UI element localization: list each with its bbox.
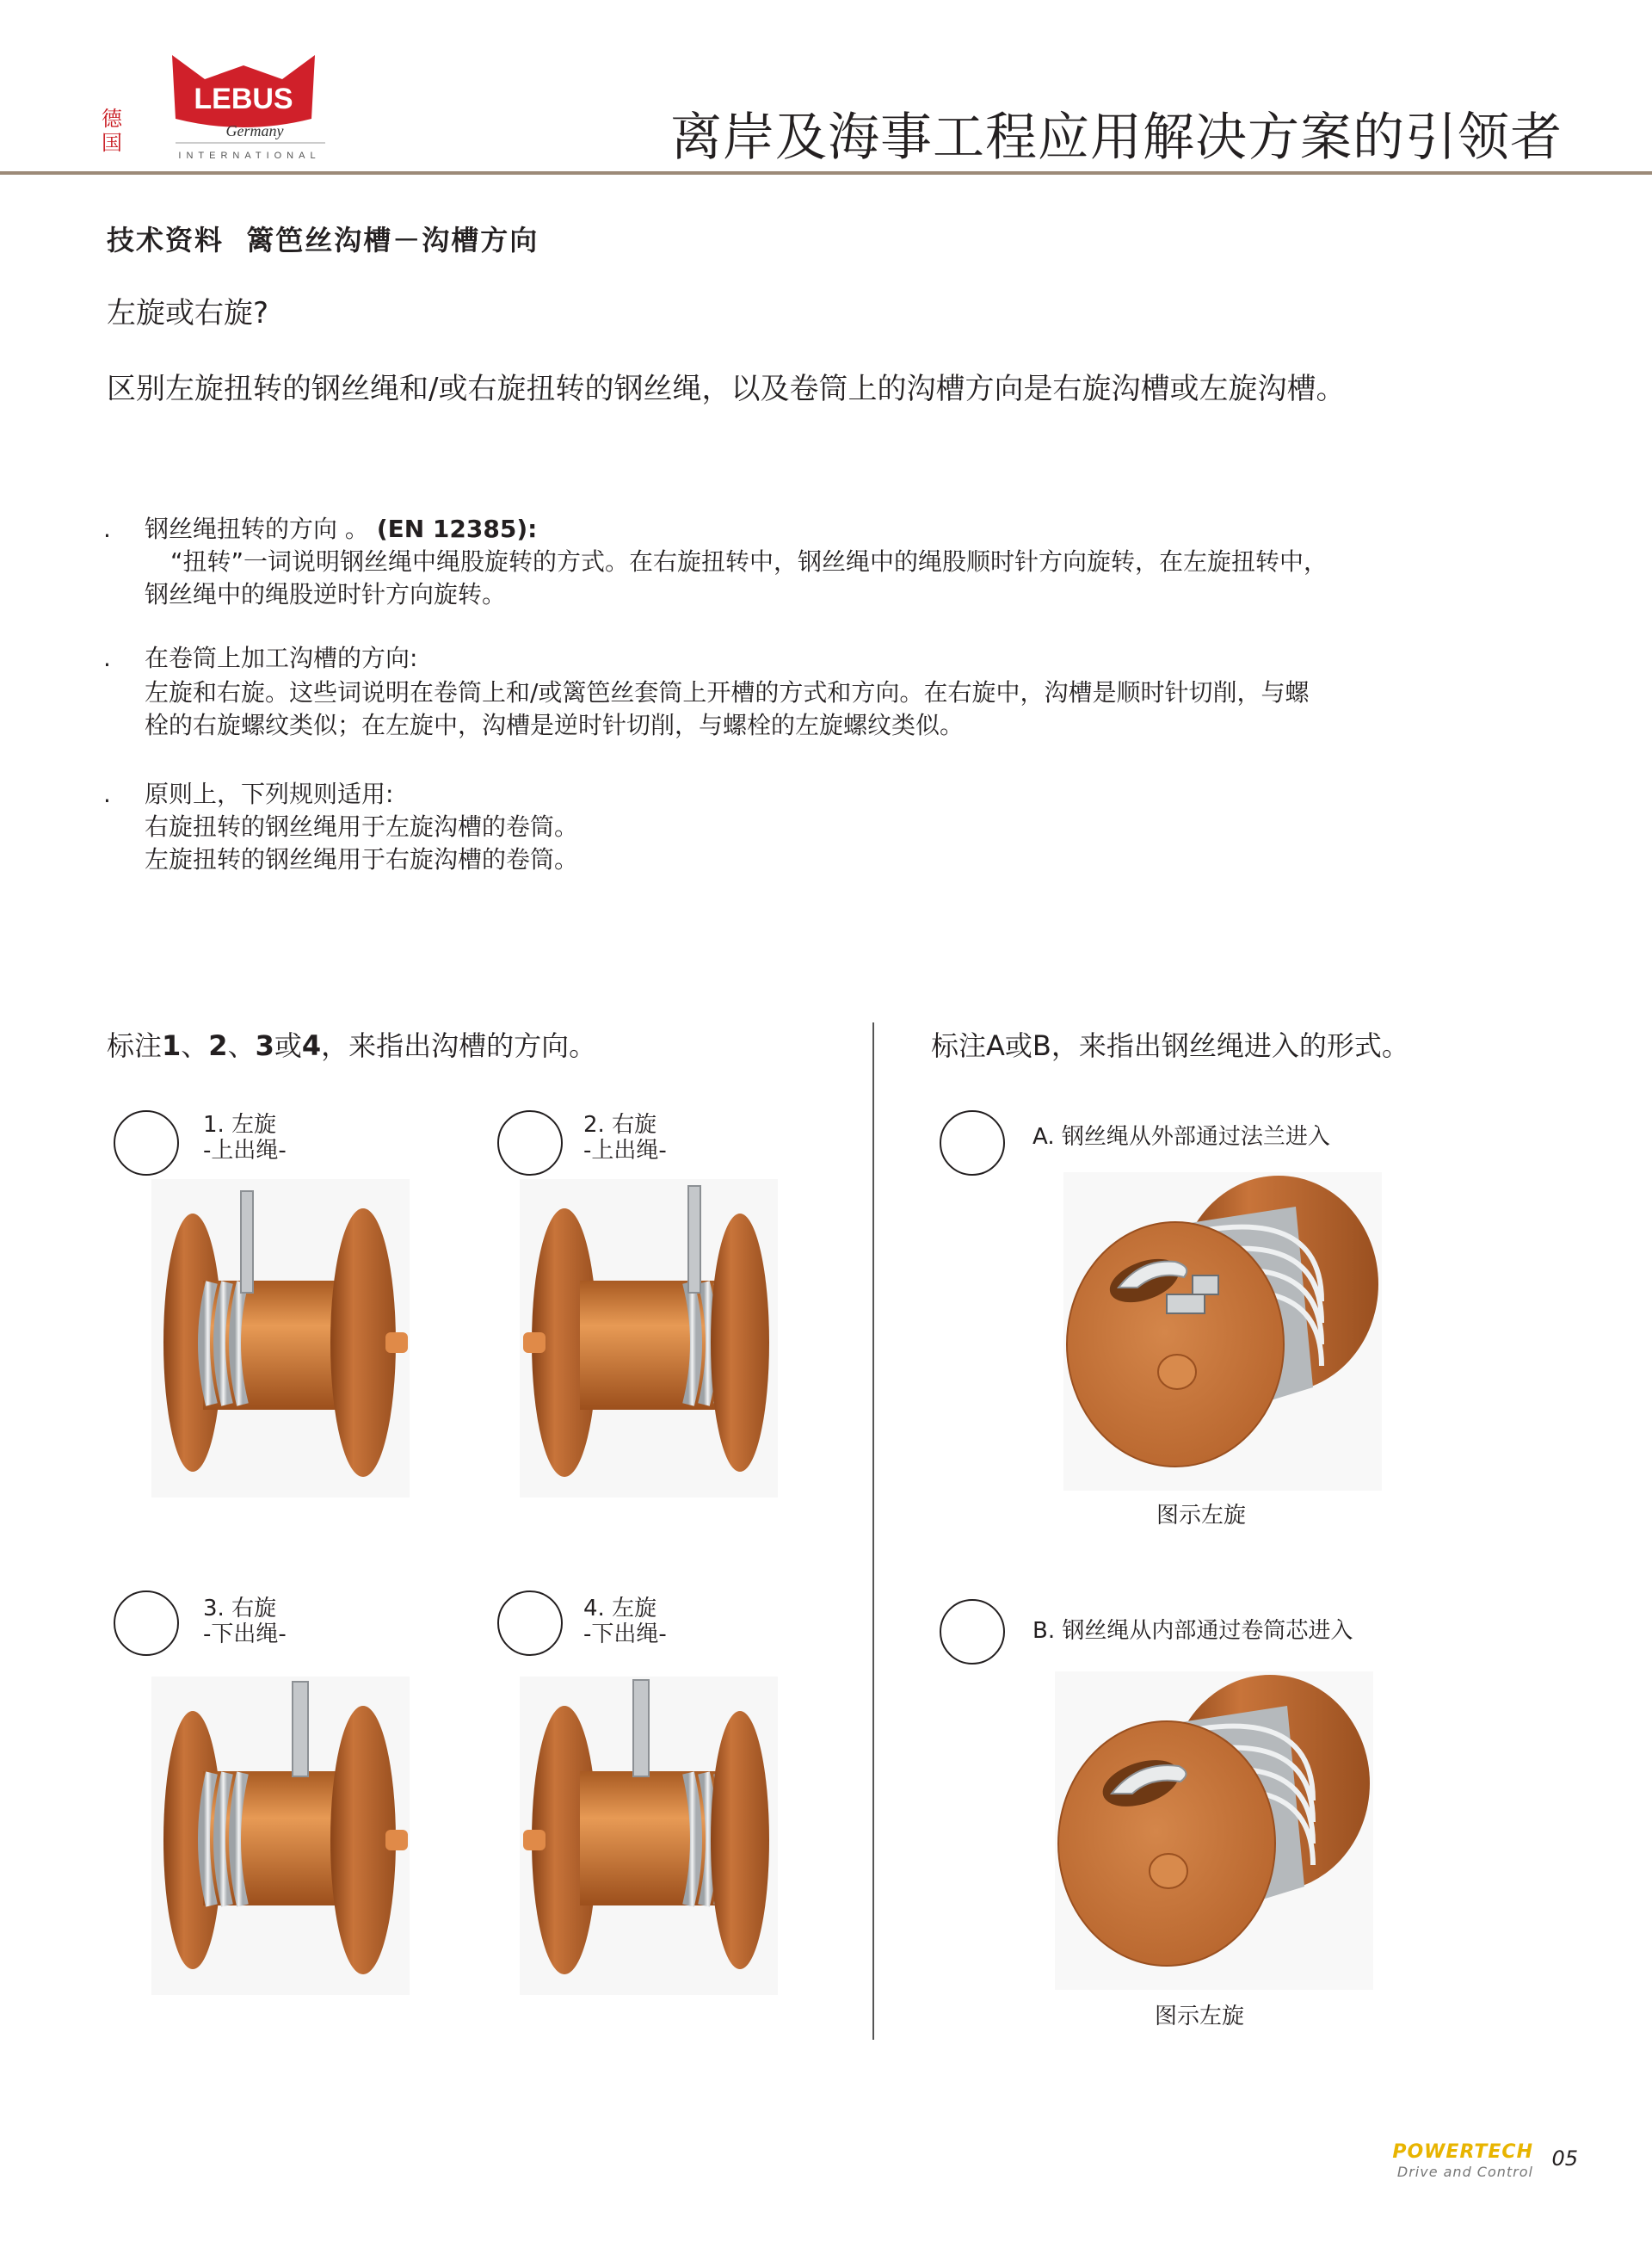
logo-script: Germany — [225, 122, 284, 139]
q-text: 或 — [274, 1029, 302, 1062]
q-sep: 、 — [181, 1029, 209, 1062]
section-title: 技术资料 篱笆丝沟槽－沟槽方向 — [107, 224, 539, 256]
option-4-label — [583, 1596, 667, 1647]
bullet-rope-direction — [103, 513, 1480, 611]
page-number: 05 — [1551, 2146, 1578, 2171]
bullet-rule — [103, 778, 1480, 876]
country-label: 德国 — [102, 107, 122, 155]
drum-illustration-2 — [520, 1179, 778, 1498]
option-title: 4. 左旋 — [583, 1596, 657, 1621]
bullet-marker: . — [103, 644, 111, 672]
q-num: 1 — [162, 1029, 182, 1062]
footer-tagline: Drive and Control — [1396, 2164, 1533, 2180]
option-sub: -上出绳- — [583, 1138, 667, 1164]
q-sep: 、 — [227, 1029, 256, 1062]
answer-circle-b[interactable] — [940, 1599, 1005, 1665]
intro-paragraph: 区别左旋扭转的钢丝绳和/或右旋扭转的钢丝绳，以及卷筒上的沟槽方向是右旋沟槽或左旋沟槽。 — [107, 372, 1346, 406]
bullet-line: 左旋扭转的钢丝绳用于右旋沟槽的卷筒。 — [145, 845, 579, 874]
bullet-heading: 钢丝绳扭转的方向 。 — [145, 515, 369, 543]
option-sub: -下出绳- — [203, 1621, 287, 1647]
option-3-label — [203, 1596, 287, 1647]
option-sub: -下出绳- — [583, 1621, 667, 1647]
figure-caption-b: 图示左旋 — [1155, 2004, 1245, 2029]
bullet-heading: 在卷筒上加工沟槽的方向: — [145, 644, 418, 672]
bullet-heading: 原则上，下列规则适用: — [145, 780, 394, 808]
answer-circle-1[interactable] — [114, 1110, 179, 1176]
bullet-groove-direction — [103, 642, 1480, 742]
drum-illustration-1 — [151, 1179, 410, 1498]
q-text: 标注 — [107, 1029, 163, 1062]
q-text: ，来指出沟槽的方向。 — [321, 1029, 597, 1062]
left-question — [107, 1024, 596, 1064]
header-divider — [0, 171, 1652, 175]
option-1-label — [203, 1112, 287, 1164]
drum-illustration-3 — [151, 1677, 410, 1995]
drum-illustration-4 — [520, 1677, 778, 1995]
logo-sub: INTERNATIONAL — [178, 151, 321, 161]
bullet-marker: . — [103, 780, 111, 808]
bullet-line: 栓的右旋螺纹类似；在左旋中，沟槽是逆时针切削，与螺栓的左旋螺纹类似。 — [145, 711, 965, 739]
option-title: 2. 右旋 — [583, 1112, 657, 1138]
option-title: 3. 右旋 — [203, 1596, 277, 1621]
option-title: 1. 左旋 — [203, 1112, 277, 1138]
panel-divider — [872, 1022, 874, 2040]
answer-circle-3[interactable] — [114, 1590, 179, 1656]
option-a-label: A. 钢丝绳从外部通过法兰进入 — [1032, 1124, 1330, 1150]
right-question: 标注A或B，来指出钢丝绳进入的形式。 — [931, 1029, 1409, 1062]
option-2-label — [583, 1112, 667, 1164]
subtitle: 左旋或右旋? — [107, 296, 269, 330]
figure-caption-a: 图示左旋 — [1156, 1503, 1247, 1529]
q-num: 4 — [301, 1029, 322, 1062]
option-b-label: B. 钢丝绳从内部通过卷筒芯进入 — [1032, 1618, 1353, 1644]
drum-illustration-a — [1063, 1172, 1382, 1491]
drum-illustration-b — [1055, 1671, 1373, 1990]
answer-circle-4[interactable] — [497, 1590, 563, 1656]
bullet-line: 钢丝绳中的绳股逆时针方向旋转。 — [145, 580, 507, 608]
lebus-logo — [153, 50, 334, 167]
header-title: 离岸及海事工程应用解决方案的引领者 — [670, 108, 1563, 168]
option-sub: -上出绳- — [203, 1138, 287, 1164]
bullet-line: 左旋和右旋。这些词说明在卷筒上和/或篱笆丝套筒上开槽的方式和方向。在右旋中，沟槽是顺时针切削，与螺 — [145, 678, 1310, 707]
bullet-marker: . — [103, 515, 111, 543]
logo-text: LEBUS — [194, 83, 293, 115]
bullet-line: “扭转”一词说明钢丝绳中绳股旋转的方式。在右旋扭转中，钢丝绳中的绳股顺时针方向旋转，在左旋扭转中， — [170, 547, 1328, 576]
answer-circle-2[interactable] — [497, 1110, 563, 1176]
footer-brand: POWERTECH — [1392, 2141, 1533, 2163]
q-num: 2 — [208, 1029, 228, 1062]
bullet-heading-standard: (EN 12385): — [376, 515, 538, 543]
q-num: 3 — [255, 1029, 274, 1062]
answer-circle-a[interactable] — [940, 1110, 1005, 1176]
bullet-line: 右旋扭转的钢丝绳用于左旋沟槽的卷筒。 — [145, 812, 579, 841]
